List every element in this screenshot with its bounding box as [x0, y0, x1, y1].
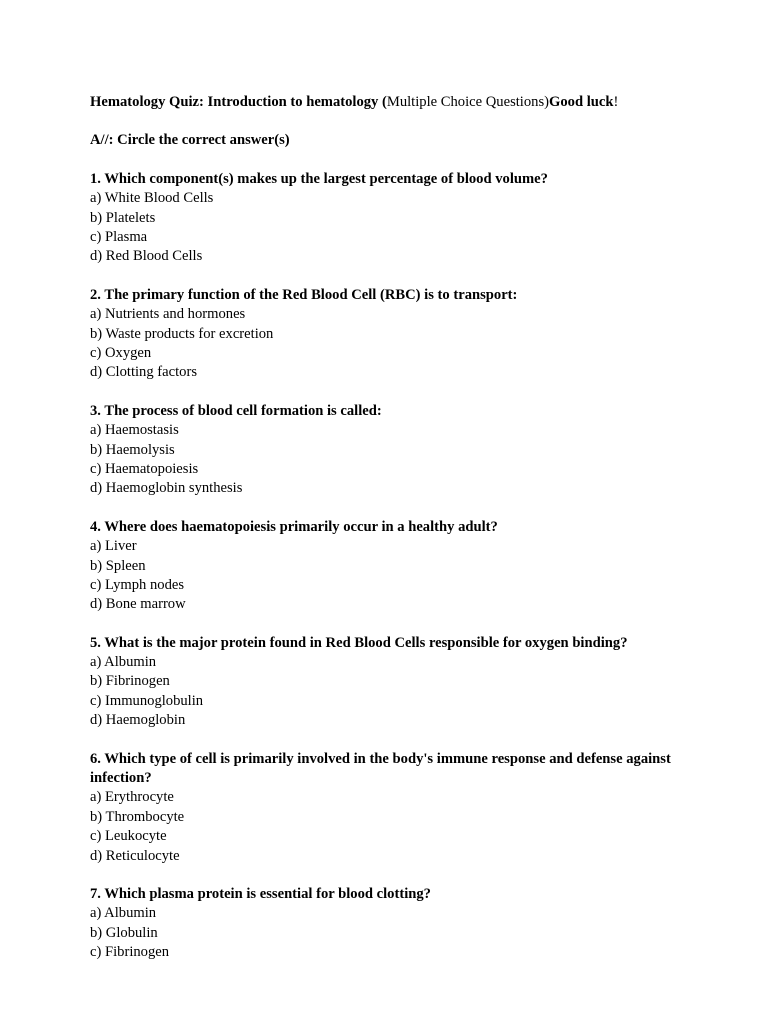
title-bold: Hematology Quiz: Introduction to hematology ( [90, 94, 387, 110]
answer-option: d) Haemoglobin [90, 712, 186, 729]
option-list [90, 189, 690, 267]
title-tail: ! [613, 94, 619, 110]
answer-option: c) Lymph nodes [90, 576, 185, 593]
answer-option: d) Reticulocyte [90, 847, 180, 864]
question-block [90, 518, 690, 615]
answer-option: c) Haematopoiesis [90, 460, 199, 477]
quiz-title [90, 93, 690, 112]
title-good-luck: Good luck [549, 94, 614, 110]
question-block [90, 750, 690, 866]
answer-option: d) Haemoglobin synthesis [90, 480, 243, 497]
question-block [90, 885, 690, 963]
option-list [90, 788, 690, 866]
answer-option: a) Nutrients and hormones [90, 306, 246, 323]
question-text: 3. The process of blood cell formation is called: [90, 402, 382, 419]
answer-option: c) Leukocyte [90, 828, 167, 845]
answer-option: a) White Blood Cells [90, 190, 214, 207]
answer-option: a) Albumin [90, 654, 157, 671]
answer-option: a) Erythrocyte [90, 789, 174, 806]
question-block [90, 286, 690, 383]
question-text: 6. Which type of cell is primarily involved in the body's immune response and defense against infection? [90, 750, 671, 787]
answer-option: c) Fibrinogen [90, 944, 170, 961]
title-regular: Multiple Choice Questions) [386, 94, 549, 110]
answer-option: b) Thrombocyte [90, 808, 185, 825]
question-text: 4. Where does haematopoiesis primarily occur in a healthy adult? [90, 518, 498, 535]
question-text: 1. Which component(s) makes up the largest percentage of blood volume? [90, 170, 548, 187]
question-text: 5. What is the major protein found in Red Blood Cells responsible for oxygen binding? [90, 634, 628, 651]
question-list [90, 170, 690, 963]
document-page [90, 93, 690, 963]
question-block [90, 402, 690, 499]
question-text: 2. The primary function of the Red Blood Cell (RBC) is to transport: [90, 286, 518, 303]
answer-option: b) Waste products for excretion [90, 325, 274, 342]
option-list [90, 421, 690, 499]
answer-option: c) Oxygen [90, 344, 152, 361]
answer-option: b) Globulin [90, 924, 158, 941]
option-list [90, 904, 690, 962]
answer-option: b) Fibrinogen [90, 673, 170, 690]
answer-option: d) Bone marrow [90, 596, 186, 613]
answer-option: b) Haemolysis [90, 441, 175, 458]
option-list [90, 653, 690, 731]
question-block [90, 170, 690, 267]
answer-option: b) Platelets [90, 209, 156, 226]
answer-option: c) Immunoglobulin [90, 692, 204, 709]
answer-option: a) Liver [90, 538, 137, 555]
option-list [90, 305, 690, 383]
answer-option: d) Clotting factors [90, 364, 198, 381]
answer-option: b) Spleen [90, 557, 146, 574]
answer-option: a) Albumin [90, 905, 157, 922]
instruction-text: A//: Circle the correct answer(s) [90, 132, 290, 149]
answer-option: d) Red Blood Cells [90, 248, 203, 265]
answer-option: c) Plasma [90, 228, 148, 245]
question-text: 7. Which plasma protein is essential for blood clotting? [90, 886, 431, 903]
question-block [90, 634, 690, 731]
answer-option: a) Haemostasis [90, 422, 179, 439]
option-list [90, 537, 690, 615]
